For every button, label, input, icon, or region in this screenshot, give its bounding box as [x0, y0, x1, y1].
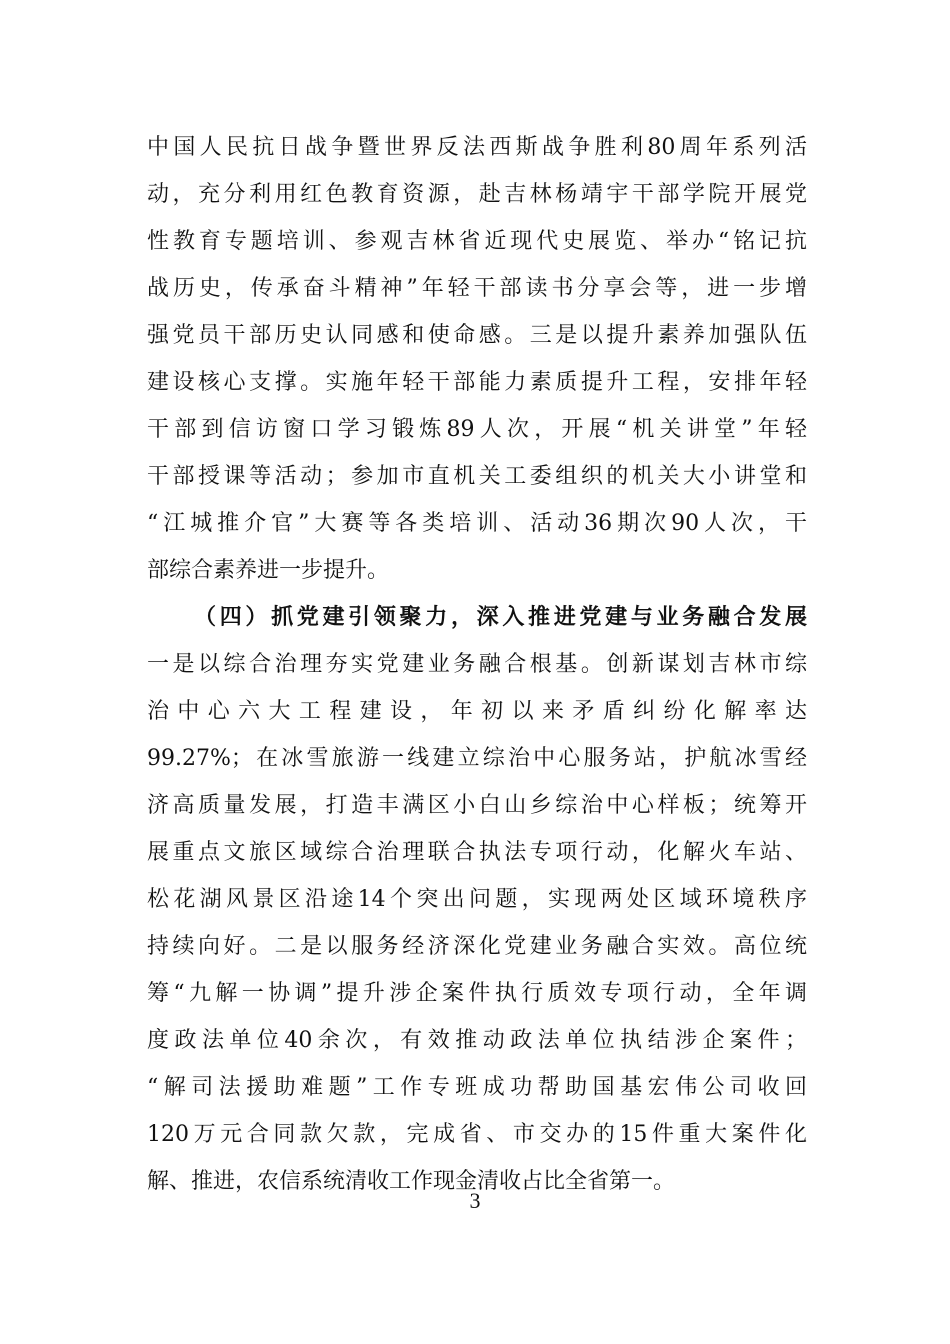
text-line: 强党员干部历史认同感和使命感。三是以提升素养加强队伍 [147, 323, 807, 348]
paragraph [147, 641, 807, 1205]
page-number: 3 [469, 1188, 481, 1213]
text-line: 动，充分利用红色教育资源，赴吉林杨靖宇干部学院开展党 [147, 182, 807, 207]
document-body [147, 124, 807, 1205]
section-heading [147, 594, 807, 641]
text-line: 持续向好。二是以服务经济深化党建业务融合实效。高位统 [147, 934, 807, 959]
paragraph-continuation [147, 124, 807, 594]
text-line: 99.27%；在冰雪旅游一线建立综治中心服务站，护航冰雪经 [147, 746, 807, 771]
section-heading-text: （四）抓党建引领聚力，深入推进党建与业务融合发展 [194, 604, 807, 630]
text-line: 筹“九解一协调”提升涉企案件执行质效专项行动，全年调 [147, 981, 807, 1006]
text-line: 治中心六大工程建设，年初以来矛盾纠纷化解率达 [147, 699, 807, 724]
text-line: 展重点文旅区域综合治理联合执法专项行动，化解火车站、 [147, 840, 807, 865]
text-line: 建设核心支撑。实施年轻干部能力素质提升工程，安排年轻 [147, 370, 807, 395]
text-line: 干部授课等活动；参加市直机关工委组织的机关大小讲堂和 [147, 464, 807, 489]
text-line: “江城推介官”大赛等各类培训、活动36期次90人次，干 [147, 511, 807, 536]
text-line: 济高质量发展，打造丰满区小白山乡综治中心样板；统筹开 [147, 793, 807, 818]
text-line: 松花湖风景区沿途14个突出问题，实现两处区域环境秩序 [147, 887, 807, 912]
text-line: 120万元合同款欠款，完成省、市交办的15件重大案件化 [147, 1122, 807, 1147]
text-line: 性教育专题培训、参观吉林省近现代史展览、举办“铭记抗 [147, 229, 807, 254]
text-line: “解司法援助难题”工作专班成功帮助国基宏伟公司收回 [147, 1075, 807, 1100]
text-line: 干部到信访窗口学习锻炼89人次，开展“机关讲堂”年轻 [147, 417, 807, 442]
text-line: 度政法单位40余次，有效推动政法单位执结涉企案件； [147, 1028, 807, 1053]
text-line: 解、推进，农信系统清收工作现金清收占比全省第一。 [147, 1169, 676, 1194]
text-line: 战历史，传承奋斗精神”年轻干部读书分享会等，进一步增 [147, 276, 807, 301]
text-line: 部综合素养进一步提升。 [147, 558, 390, 583]
text-line: 一是以综合治理夯实党建业务融合根基。创新谋划吉林市综 [147, 652, 807, 677]
text-line: 中国人民抗日战争暨世界反法西斯战争胜利80周年系列活 [147, 135, 807, 160]
